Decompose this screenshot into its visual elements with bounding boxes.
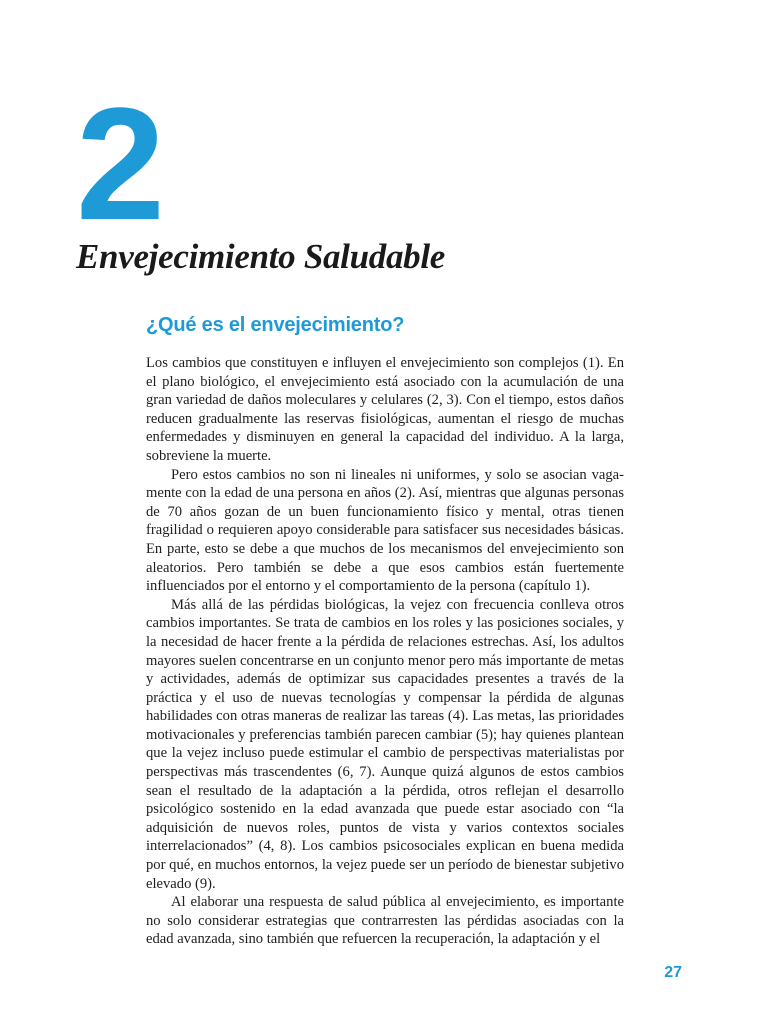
paragraph: Los cambios que constituyen e influyen el envejecimiento son complejos (1). En el plano biológico, el envejecimiento está asociado con la acumulación de una gran variedad de daños moleculares y celulares (2, 3). Con el tiempo, estos daños reducen gradualmente las reservas fisiológicas, aumentan el riesgo de muchas enfermedades y disminuyen en general la capacidad del individuo. A la larga, sobreviene la muerte. bbox=[146, 355, 624, 464]
section-heading: ¿Qué es el envejecimiento? bbox=[146, 314, 405, 336]
chapter-number: 2 bbox=[76, 74, 163, 253]
paragraph: Pero estos cambios no son ni lineales ni uniformes, y solo se asocian vagamente con la edad de una persona en años (2). Así, mientras que algunas personas de 70 años gozan de un buen funcionamiento físico y mental, otras tienen fragilidad o requieren apoyo considerable para satisfacer sus necesidades básicas. En parte, esto se debe a que muchos de los mecanismos del envejecimiento son aleatorios. Pero también se debe a que esos cambios están fuertemente influenciados por el entorno y el comportamiento de la persona (capítulo 1). bbox=[146, 466, 624, 595]
paragraph: Al elaborar una respuesta de salud pública al envejecimiento, es importante no solo considerar estrategias que contrarresten las pérdidas asociadas con la edad avanzada, sino también que refuercen la recuperación, la adaptación y el bbox=[146, 894, 624, 948]
page-number: 27 bbox=[664, 964, 682, 981]
chapter-title: Envejecimiento Saludable bbox=[76, 237, 446, 276]
body-text bbox=[146, 354, 624, 949]
paragraph: Más allá de las pérdidas biológicas, la vejez con frecuencia conlleva otros cambios importantes. Se trata de cambios en los roles y las posiciones sociales, y la necesidad de hacer frente a la pérdida de relaciones estrechas. Así, los adultos mayores suelen concentrarse en un conjunto menor pero más importante de metas y actividades, además de optimizar sus capacidades presentes a través de la práctica y el uso de nuevas tecnologías y compensar la pérdida de algunas habilidades con otras maneras de realizar las tareas (4). Las metas, las prioridades motivacionales y preferencias también parecen cambiar (5); hay quienes plantean que la vejez incluso puede estimular el cambio de perspectivas materialistas por perspectivas más trascendentes (6, 7). Aunque quizá algunos de estos cambios sean el resultado de la adaptación a la pérdida, otros reflejan el desarrollo psicológico sostenido en la edad avanzada que puede estar asociado con “la adquisición de nuevos roles, puntos de vista y varios contextos sociales interrelacionados” (4, 8). Los cambios psicosociales explican en buena medida por qué, en muchos entornos, la vejez puede ser un período de bienestar subjetivo elevado (9). bbox=[146, 596, 624, 892]
